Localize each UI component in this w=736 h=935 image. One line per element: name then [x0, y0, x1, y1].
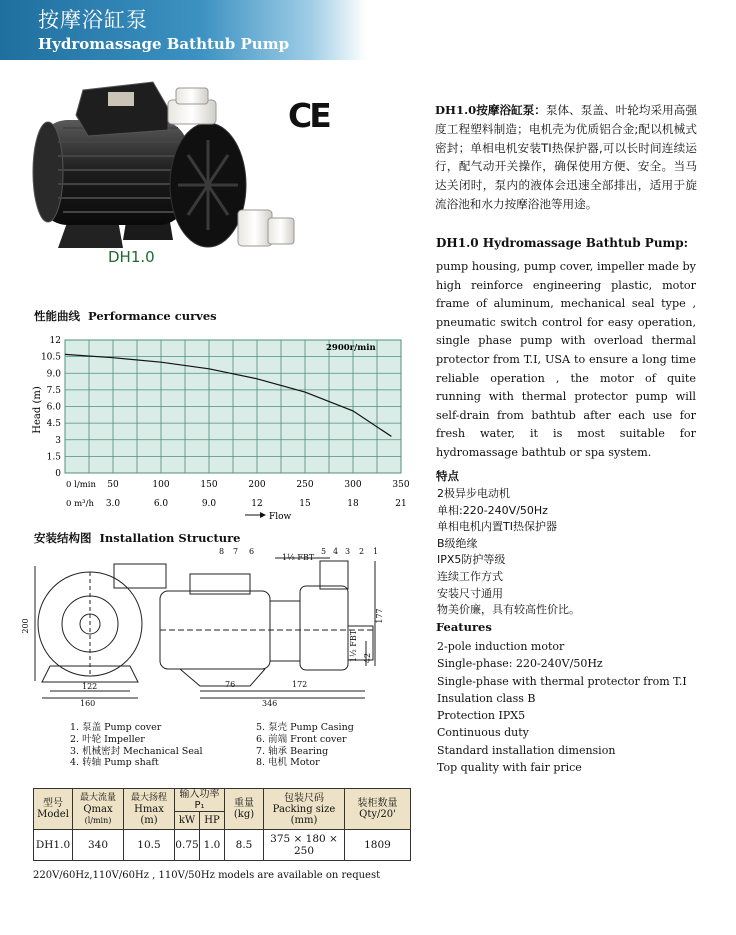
- feature-item: Insulation class B: [437, 691, 536, 705]
- th-qty: 装柜数量 Qty/20': [345, 789, 411, 830]
- features-cn-list: [437, 486, 580, 619]
- availability-note: 220V/60Hz,110V/60Hz , 110V/50Hz models are available on request: [33, 870, 381, 881]
- chart-y-title: Head (m): [32, 386, 43, 434]
- feature-item: 单相:220-240V/50Hz: [437, 503, 548, 517]
- cell-qty: 1809: [345, 830, 411, 861]
- svg-text:122: 122: [82, 682, 98, 691]
- chart-x-tick-label: 50: [107, 480, 119, 490]
- chart-x-tick-label: 100: [152, 480, 170, 490]
- part-item: 6. 前端 Front cover: [256, 733, 347, 745]
- svg-text:200: 200: [21, 618, 30, 634]
- parts-list-right: [256, 722, 354, 769]
- chart-x-tick-label: 12: [251, 499, 263, 509]
- svg-text:4: 4: [333, 547, 339, 556]
- feature-item: 2极异步电动机: [437, 487, 510, 500]
- chart-y-tick-label: 12: [49, 336, 61, 346]
- svg-text:42: 42: [363, 652, 372, 664]
- ce-mark: CE: [288, 96, 329, 135]
- spec-table: [33, 788, 411, 861]
- chart-y-tick-label: 0: [55, 469, 61, 479]
- feature-item: B级绝缘: [437, 536, 478, 550]
- chart-x-tick-label: 3.0: [105, 499, 121, 509]
- chart-x-tick-label: 9.0: [201, 499, 217, 509]
- table-row: [34, 830, 411, 861]
- chart-y-tick-label: 9.0: [46, 369, 61, 380]
- svg-text:3: 3: [345, 547, 351, 556]
- cell-hp: 1.0: [200, 830, 225, 861]
- description-en-text: pump housing, pump cover, impeller made by high reinforce engineering plastic, motor frame of aluminum, mechanical seal type , pneumatic switch control for easy operation, single phase pump with overload thermal protector from T.I, USA to ensure a long time reliable operation , the motor of quite running with thermal protector pump will self-drain from bathtub after each use for fresh water, it is most suitable for hydromassage bathtub or spa system.: [436, 260, 696, 459]
- feature-item: IPX5防护等级: [437, 553, 506, 567]
- feature-item: 物美价廉，具有较高性价比。: [437, 603, 580, 617]
- cell-qmax: 340: [73, 830, 124, 861]
- chart-x-tick-label: 250: [296, 480, 314, 490]
- chart-x-tick-label: 200: [248, 480, 266, 490]
- chart-speed-label: 2900r/min: [326, 343, 376, 353]
- part-item: 8. 电机 Motor: [256, 757, 320, 769]
- chart-x-tick-label: 18: [347, 499, 359, 509]
- th-model: 型号 Model: [34, 789, 73, 830]
- feature-item: 单相电机内置TI热保护器: [437, 520, 557, 534]
- feature-item: Protection IPX5: [437, 709, 526, 723]
- chart-y-tick-label: 10.5: [40, 352, 61, 363]
- cell-weight: 8.5: [225, 830, 264, 861]
- chart-y-tick-label: 4.5: [46, 419, 61, 430]
- th-packing: 包装尺码 Packing size (mm): [264, 789, 345, 830]
- chart-x-tick-label: 150: [200, 480, 218, 490]
- chart-x-tick-label: 350: [392, 480, 410, 490]
- chart-flow-label: Flow: [269, 512, 292, 522]
- features-cn-title: 特点: [436, 469, 459, 483]
- description-cn: [435, 101, 697, 214]
- feature-item: 2-pole induction motor: [437, 640, 565, 653]
- chart-y-tick-label: 3: [55, 435, 61, 446]
- feature-item: Top quality with fair price: [437, 761, 582, 775]
- th-hmax: 最大扬程 Hmax (m): [124, 789, 175, 830]
- feature-item: Single-phase with thermal protector from T.I: [437, 674, 687, 688]
- performance-title: 性能曲线 Performance curves: [34, 309, 217, 323]
- description-en-title: DH1.0 Hydromassage Bathtub Pump:: [436, 236, 689, 250]
- chart-x-tick-label: 300: [344, 480, 362, 490]
- features-en-list: [437, 638, 687, 776]
- cell-packing: 375 × 180 × 250: [264, 830, 345, 861]
- part-item: 3. 机械密封 Mechanical Seal: [70, 745, 203, 757]
- feature-item: Continuous duty: [437, 726, 529, 740]
- svg-text:6: 6: [249, 547, 255, 556]
- flow-arrowhead: [260, 512, 266, 518]
- parts-list-left: [70, 722, 203, 769]
- th-qmax: 最大流量 Qmax (l/min): [73, 789, 124, 830]
- performance-chart: [20, 330, 410, 526]
- features-en-title: Features: [436, 620, 492, 634]
- chart-x-unit-lpm: 0 l/min: [66, 480, 96, 490]
- chart-x-tick-label: 6.0: [153, 499, 169, 509]
- chart-x-tick-label: 15: [299, 499, 311, 509]
- svg-text:177: 177: [375, 608, 384, 624]
- svg-text:7: 7: [233, 547, 239, 556]
- feature-item: Single-phase: 220-240V/50Hz: [437, 657, 603, 671]
- pump-product-image: [28, 70, 308, 250]
- chart-y-tick-label: 6.0: [46, 402, 61, 413]
- installation-drawing: [20, 546, 390, 706]
- svg-text:8: 8: [219, 547, 225, 556]
- svg-text:76: 76: [225, 680, 236, 689]
- part-item: 4. 转轴 Pump shaft: [70, 757, 159, 769]
- th-hp: HP: [200, 812, 225, 830]
- cell-model: DH1.0: [34, 830, 73, 861]
- svg-text:1½ FBT: 1½ FBT: [282, 553, 315, 562]
- chart-y-tick-label: 1.5: [46, 452, 61, 463]
- chart-x-tick-label: 21: [395, 499, 407, 509]
- svg-text:2: 2: [359, 547, 365, 556]
- th-kw: kW: [175, 812, 200, 830]
- part-item: 7. 轴承 Bearing: [256, 745, 329, 757]
- th-power: 输入功率P₁: [175, 789, 225, 812]
- header-title-cn: 按摩浴缸泵: [38, 8, 148, 32]
- chart-y-tick-label: 7.5: [46, 385, 61, 396]
- model-label: DH1.0: [108, 248, 155, 266]
- part-item: 5. 泵壳 Pump Casing: [256, 722, 354, 733]
- feature-item: 连续工作方式: [437, 569, 503, 583]
- feature-item: 安装尺寸通用: [437, 586, 503, 600]
- svg-text:1: 1: [373, 547, 379, 556]
- th-weight: 重量 (kg): [225, 789, 264, 830]
- svg-text:5: 5: [321, 547, 327, 556]
- description-cn-model: DH1.0按摩浴缸泵：: [435, 103, 546, 117]
- feature-item: Standard installation dimension: [437, 743, 616, 757]
- svg-text:172: 172: [292, 680, 308, 689]
- svg-text:160: 160: [80, 699, 96, 708]
- installation-title: 安装结构图 Installation Structure: [34, 531, 241, 545]
- svg-text:346: 346: [262, 699, 278, 708]
- svg-text:1½ FBT: 1½ FBT: [349, 629, 358, 663]
- description-cn-text: 泵体、泵盖、叶轮均采用高强度工程塑料制造；电机壳为优质铝合金;配以机械式密封；单相电机安装TI热保护器,可以长时间连续运行，配气动开关操作，确保使用方便、安全。当马达关闭时，泵内的液体会迅速全部排出，适用于旋流浴池和水力按摩浴池等用途。: [435, 103, 697, 211]
- part-item: 2. 叶轮 Impeller: [70, 733, 145, 745]
- chart-x-unit-m3h: 0 m³/h: [66, 499, 94, 509]
- header-title-en: Hydromassage Bathtub Pump: [38, 35, 290, 53]
- cell-kw: 0.75: [175, 830, 200, 861]
- part-item: 1. 泵盖 Pump cover: [70, 722, 162, 733]
- cell-hmax: 10.5: [124, 830, 175, 861]
